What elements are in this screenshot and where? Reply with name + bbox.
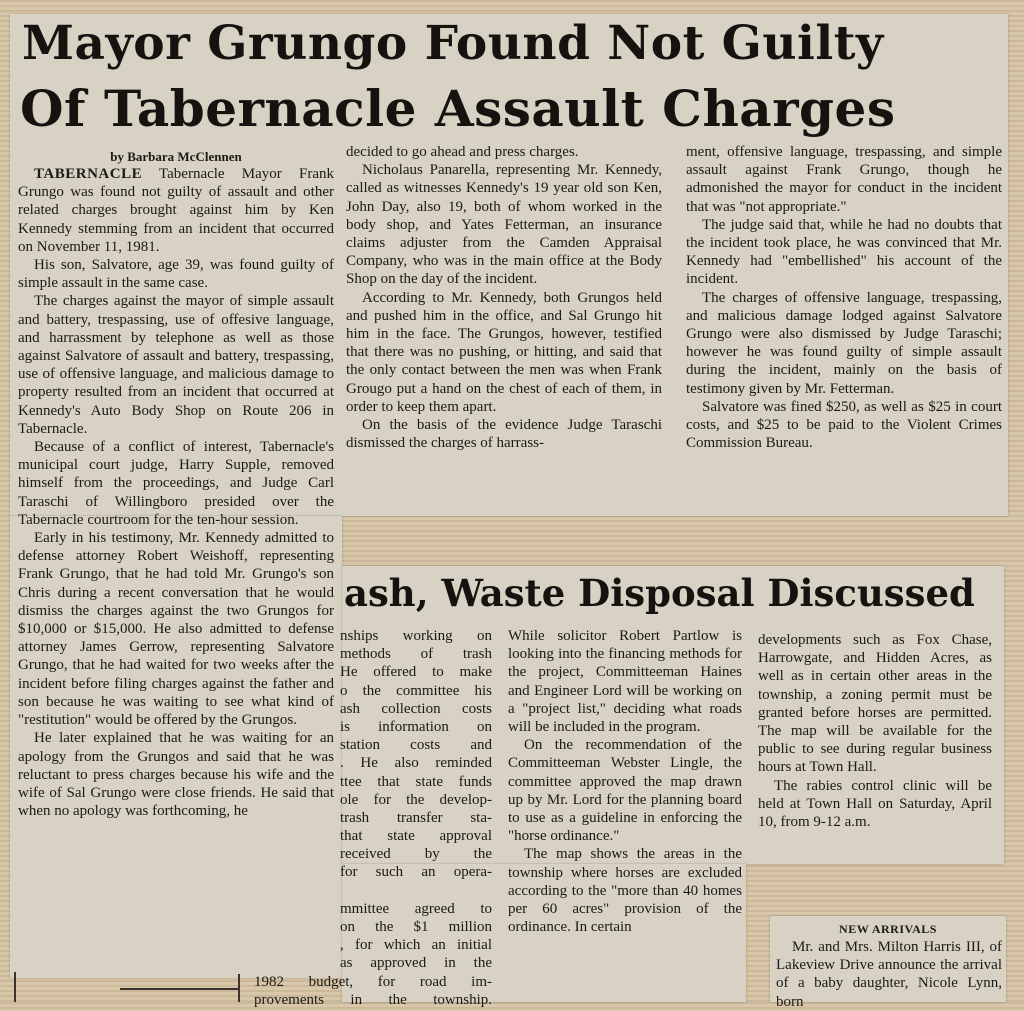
paragraph: The judge said that, while he had no doubts that the incident took place, he was convinced that Mr. Kennedy had "embellished" his account of the incident. — [686, 216, 1002, 288]
headline-line-1: Mayor Grungo Found Not Guilty — [22, 16, 884, 71]
paragraph: The charges of offensive language, trespassing, and malicious damage lodged against Salvatore Grungo were also dismissed by Judge Taraschi; however he was found guilty of simple assault during the incident, mainly on the basis of testimony given by Mr. Fetterman. — [686, 289, 1002, 397]
dateline: TABERNACLE — [34, 166, 143, 182]
paragraph: Nicholaus Panarella, representing Mr. Kennedy, called as witnesses Kennedy's 19 year old son Ken, John Day, also 19, both of whom worked in the body shop, and Yates Fetterman, an insurance claims adjuster from the Camden Appraisal Company, who was in the main office at the Body Shop on the day of the incident. — [346, 162, 662, 288]
text-line: o the committee his — [340, 682, 492, 699]
paragraph: developments such as Fox Chase, Harrowgate, and Hidden Acres, as well as in certain other areas in the township, a zoning permit must be granted before horses are permitted. The map will be available for the public to see during regular business hours at Town Hall. — [758, 632, 992, 776]
text-line: on the $1 million — [340, 919, 492, 935]
article1-column-3 — [686, 143, 1002, 509]
headline-line-2: Of Tabernacle Assault Charges — [20, 79, 896, 138]
text-line: is information on — [340, 718, 492, 735]
paragraph: On the recommendation of the Committeeman Webster Lingle, the committee approved the map drawn up by Mr. Lord for the planning board to use as a guideline in enforcing the "horse ordinance." — [508, 737, 742, 845]
divider — [14, 972, 16, 1002]
text-line: , for which an initial — [340, 937, 492, 954]
paragraph: On the basis of the evidence Judge Taraschi dismissed the charges of harrass- — [346, 417, 662, 452]
new-arrivals-text — [776, 938, 1002, 1010]
paragraph: decided to go ahead and press charges. — [346, 144, 579, 160]
text-line: ash collection costs — [340, 700, 492, 717]
divider — [238, 974, 240, 1002]
article2-column-3 — [758, 631, 992, 853]
article2-column-1 — [254, 627, 492, 1008]
paragraph: ment, offensive language, trespassing, and simple assault against Frank Grungo, though he admonished the mayor for conduct in the incident that was "not appropriate." — [686, 144, 1002, 215]
byline: by Barbara McClennen — [110, 149, 242, 164]
text-line: station costs and — [340, 737, 492, 754]
text-line: trash transfer sta- — [340, 809, 492, 826]
paragraph: According to Mr. Kennedy, both Grungos held and pushed him in the office, and Sal Grungo hit him in the face. The Grungos, however, testified that there was no pushing, or hitting, and said that the only contact between the men was when Frank Grougo put a hand on the chest of each of them, in order to keep them apart. — [346, 289, 662, 415]
text-line: for such an opera- — [340, 864, 492, 881]
paragraph: The map shows the areas in the township where horses are excluded according to the "more than 40 homes per 60 acres" provision of the ordinance. In certain — [508, 846, 742, 936]
paragraph: The charges against the mayor of simple assault and battery, trespassing, use of offesive language, and harrassment by telephone as well as those against Salvatore of assault and battery, trespassing, use of offensive language, and malicious damage to property resulted from an incident that occurred at Kennedy's Auto Body Shop on Route 206 in Tabernacle. — [18, 293, 334, 437]
headline-waste-disposal: ash, Waste Disposal Discussed — [344, 571, 975, 615]
text-line: provements in the township. — [254, 991, 492, 1008]
article1-column-1 — [18, 165, 334, 973]
text-line: nships working on — [340, 628, 492, 644]
article2-column-2 — [508, 627, 742, 1002]
text-line: as approved in the — [340, 955, 492, 972]
text-line: ttee that state funds — [340, 773, 492, 790]
paragraph: TABERNACLE Tabernacle Mayor Frank Grungo was found not guilty of assault and other related charges brought against him by Ken Kennedy stemming from an incident that occurred on November 11, 1981. — [18, 166, 334, 255]
paragraph: The rabies control clinic will be held at Town Hall on Saturday, April 10, from 9-12 a.m. — [758, 777, 992, 831]
paragraph: Early in his testimony, Mr. Kennedy admitted to defense attorney Robert Weishoff, representing Frank Grungo, that he had told Mr. Grungo's son Chris during a recent conversation that he would dismiss the charges against the two Grungos for $10,000 or $15,000. He also admitted to defense attorney James Gerrow, representing Salvatore Grungo, that he had waited for two weeks after the incident before filing charges against the father and son because he was waiting to see what kind of "restitution" would be offered by the Grungos. — [18, 530, 334, 729]
text-line: received by the — [340, 846, 492, 863]
paragraph: Salvatore was fined $250, as well as $25 in court costs, and $25 to be paid to the Violent Crimes Commission Bureau. — [686, 398, 1002, 452]
paragraph: His son, Salvatore, age 39, was found guilty of simple assault in the same case. — [18, 257, 334, 292]
text-line: . He also reminded — [340, 755, 492, 772]
text-line: 1982 budget, for road im- — [254, 973, 492, 990]
text-line: mmittee agreed to — [340, 900, 492, 917]
text-line: He offered to make — [340, 664, 492, 681]
paragraph: While solicitor Robert Partlow is looking into the financing methods for the project, Committeeman Haines and Engineer Lord will be working on a "project list," deciding what roads will be included in the program. — [508, 628, 742, 736]
paragraph: He later explained that he was waiting for an apology from the Grungos and said that he was reluctant to press charges because his wife and the wife of Sal Grungo were close friends. He said that when no apology was forthcoming, he — [18, 730, 334, 820]
text-line: that state approval — [340, 828, 492, 845]
paragraph: Mr. and Mrs. Milton Harris III, of Lakeview Drive announce the arrival of a baby daughter, Nicole Lynn, born — [776, 939, 1002, 1010]
text-line — [340, 882, 492, 900]
new-arrivals-heading: NEW ARRIVALS — [839, 922, 937, 936]
paragraph: Because of a conflict of interest, Tabernacle's municipal court judge, Harry Supple, removed himself from the proceedings, and Judge Carl Taraschi of Willingboro presided over the Tabernacle courtroom for the ten-hour session. — [18, 439, 334, 528]
divider — [120, 988, 240, 990]
article1-column-2 — [346, 143, 662, 503]
text-line: methods of trash — [340, 646, 492, 663]
text-line: ole for the develop- — [340, 791, 492, 808]
